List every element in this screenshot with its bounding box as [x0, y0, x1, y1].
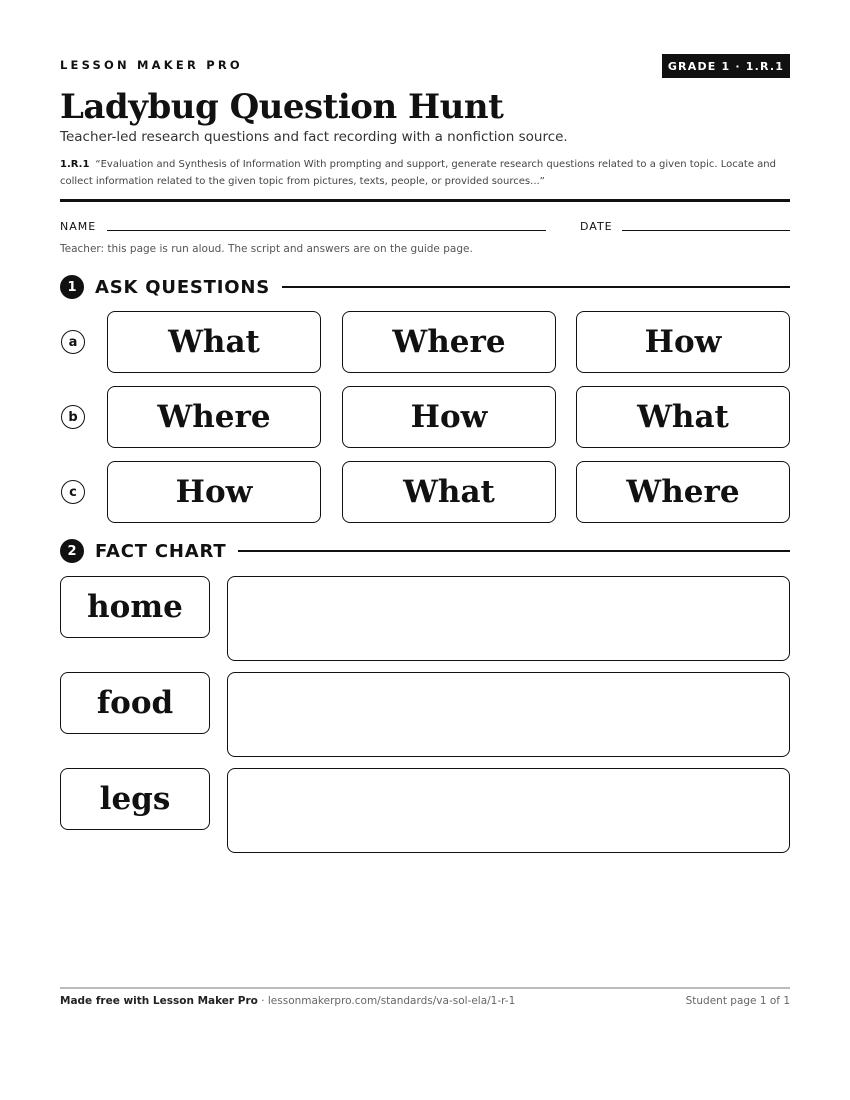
- row-letter-a: a: [61, 330, 85, 354]
- fact-box-legs[interactable]: [227, 768, 790, 853]
- page-title: Ladybug Question Hunt: [60, 87, 504, 127]
- standard-description: [60, 156, 790, 190]
- row-letter-c: c: [61, 480, 85, 504]
- question-card[interactable]: How: [107, 461, 321, 523]
- header-divider: [60, 199, 790, 202]
- question-card[interactable]: How: [342, 386, 556, 448]
- question-card[interactable]: What: [342, 461, 556, 523]
- standard-text: “Evaluation and Synthesis of Information With prompting and support, generate research questions related to a given topic. Locate and collect information related to the given topic from pictures, texts, people, or provided sources...”: [60, 159, 776, 187]
- topic-card-legs: legs: [60, 768, 210, 830]
- ask-questions-header: [60, 274, 790, 300]
- page-subtitle: Teacher-led research questions and fact recording with a nonfiction source.: [60, 129, 568, 145]
- section-number: 2: [60, 539, 84, 563]
- footer-url[interactable]: lessonmakerpro.com/standards/va-sol-ela/1-r-1: [267, 995, 516, 1007]
- footer-divider: [60, 987, 790, 989]
- footer-made-with: Made free with Lesson Maker Pro: [60, 995, 258, 1007]
- row-letter-b: b: [61, 405, 85, 429]
- date-label: DATE: [580, 220, 613, 233]
- fact-box-food[interactable]: [227, 672, 790, 757]
- grade-badge: GRADE 1 · 1.R.1: [662, 54, 790, 78]
- fact-chart-header: [60, 538, 790, 564]
- fact-box-home[interactable]: [227, 576, 790, 661]
- date-line[interactable]: [622, 230, 790, 231]
- question-card[interactable]: How: [576, 311, 790, 373]
- question-card[interactable]: Where: [342, 311, 556, 373]
- section-rule: [282, 286, 790, 288]
- section-rule: [238, 550, 790, 552]
- question-card[interactable]: What: [576, 386, 790, 448]
- brand-name: LESSON MAKER PRO: [60, 58, 243, 72]
- name-label: NAME: [60, 220, 97, 233]
- question-card[interactable]: Where: [107, 386, 321, 448]
- topic-card-home: home: [60, 576, 210, 638]
- section-title: FACT CHART: [95, 540, 227, 562]
- teacher-note: Teacher: this page is run aloud. The script and answers are on the guide page.: [60, 243, 473, 255]
- section-number: 1: [60, 275, 84, 299]
- page-indicator: Student page 1 of 1: [685, 995, 790, 1007]
- footer-separator: ·: [257, 995, 268, 1007]
- question-card[interactable]: Where: [576, 461, 790, 523]
- question-card[interactable]: What: [107, 311, 321, 373]
- topic-card-food: food: [60, 672, 210, 734]
- name-line[interactable]: [107, 230, 546, 231]
- standard-code: 1.R.1: [60, 159, 90, 170]
- footer-credit: [60, 995, 515, 1007]
- section-title: ASK QUESTIONS: [95, 276, 270, 298]
